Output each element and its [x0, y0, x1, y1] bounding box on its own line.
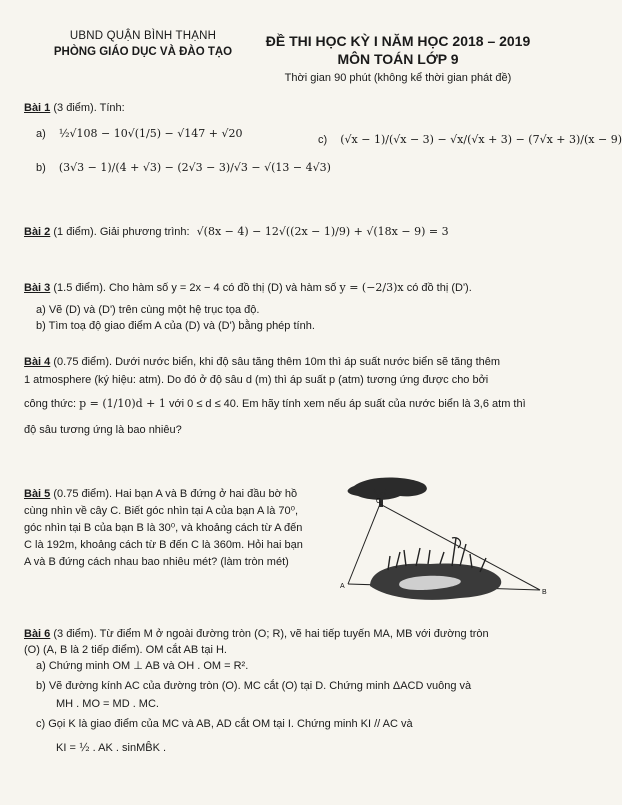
header-right — [238, 32, 558, 86]
bai3-a: a) Vẽ (D) và (D') trên cùng một hệ trục tọa độ. — [36, 304, 260, 316]
bai1-c-label: c) — [318, 134, 328, 146]
bai5-line2: cùng nhìn về cây C. Biết góc nhìn tại A của bạn A là 70⁰, — [24, 505, 299, 517]
bai4-line3-suffix: với 0 ≤ d ≤ 40. Em hãy tính xem nếu áp suất của nước biển là 3,6 atm thì — [168, 398, 526, 410]
bai4-line4: độ sâu tương ứng là bao nhiêu? — [24, 424, 182, 436]
bai1-heading — [24, 100, 125, 116]
bai6-c2 — [56, 740, 166, 756]
lake-tree-figure — [340, 478, 550, 608]
bai5-line3: góc nhìn tại B của bạn B là 30⁰, và khoảng cách từ A đến — [24, 522, 303, 534]
bai6-a: a) Chứng minh OM ⊥ AB và OH . OM = R². — [36, 660, 249, 672]
bai4-formula: p = (1/10)d + 1 — [79, 397, 166, 410]
bai2 — [24, 224, 449, 240]
header-left — [28, 28, 258, 60]
bai3-text-1: (1.5 điểm). Cho hàm số y = 2x − 4 có đồ thị (D) và hàm số — [53, 282, 337, 294]
bai3-expr: y = (−2/3)x — [339, 281, 404, 294]
bai5-line5: A và B đứng cách nhau bao nhiêu mét? (làm tròn mét) — [24, 556, 289, 568]
bai1-b-label: b) — [36, 162, 46, 174]
bai6-line1 — [24, 626, 489, 642]
bai4-line2: 1 atmosphere (ký hiệu: atm). Do đó ở độ sâu d (m) thì áp suất p (atm) tương ứng được cho bởi — [24, 374, 489, 386]
bai1-points: (3 điểm). Tính: — [53, 102, 125, 114]
bai3-heading — [24, 280, 472, 296]
bai1-b — [36, 160, 331, 176]
bai6-line2: (O) (A, B là 2 tiếp điểm). OM cắt AB tại H. — [24, 644, 227, 656]
exam-duration: Thời gian 90 phút (không kể thời gian phát đề) — [284, 72, 512, 84]
bai4-line3-prefix: công thức: — [24, 398, 77, 410]
bai6-c2-fraction: ½ — [78, 741, 90, 754]
bai6-c2-suffix: . AK . sinMB̂K . — [92, 742, 167, 754]
bai1-b-expr: (3√3 − 1)/(4 + √3) − (2√3 − 3)/√3 − √(13 − 4√3) — [58, 161, 331, 174]
bai3-text-2: có đồ thị (D'). — [406, 282, 472, 294]
bai6-b2: MH . MO = MD . MC. — [56, 698, 159, 710]
lake-icon — [370, 538, 501, 600]
bai4-line3 — [24, 396, 526, 412]
bai4-label: Bài 4 — [24, 356, 51, 368]
bai1-c-expr: (√x − 1)/(√x − 3) − √x/(√x + 3) − (7√x + 3)/(x − 9) — [340, 133, 622, 146]
subject-title: MÔN TOÁN LỚP 9 — [337, 51, 459, 67]
exam-title: ĐỀ THI HỌC KỲ I NĂM HỌC 2018 – 2019 — [265, 33, 531, 49]
bai6-c1: c) Gọi K là giao điểm của MC và AB, AD cắt OM tại I. Chứng minh KI // AC và — [36, 718, 413, 730]
bai4-text-1: (0.75 điểm). Dưới nước biển, khi độ sâu tăng thêm 10m thì áp suất nước biển sẽ tăng thêm — [53, 356, 501, 368]
bai4-line1 — [24, 354, 500, 370]
bai2-text: (1 điểm). Giải phương trình: — [53, 226, 190, 238]
bai5-text-1: (0.75 điểm). Hai bạn A và B đứng ở hai đầu bờ hồ — [53, 488, 298, 500]
bai6-b1: b) Vẽ đường kính AC của đường tròn (O). MC cắt (O) tại D. Chứng minh ΔACD vuông và — [36, 680, 472, 692]
bai6-text-1: (3 điểm). Từ điểm M ở ngoài đường tròn (O; R), vẽ hai tiếp tuyến MA, MB với đường tròn — [53, 628, 489, 640]
department-name: PHÒNG GIÁO DỤC VÀ ĐÀO TẠO — [53, 46, 233, 58]
bai3-label: Bài 3 — [24, 282, 51, 294]
tree-icon — [348, 478, 427, 508]
line-ca — [348, 504, 380, 584]
bai1-c — [318, 132, 622, 148]
bai3-b: b) Tìm toạ độ giao điểm A của (D) và (D') bằng phép tính. — [36, 320, 315, 332]
bai2-label: Bài 2 — [24, 226, 51, 238]
fig-label-a: A — [340, 583, 345, 590]
bai1-a — [36, 126, 242, 142]
bai1-a-expr: ½√108 − 10√(1/5) − √147 + √20 — [58, 127, 243, 140]
bai5-label: Bài 5 — [24, 488, 51, 500]
bai1-a-label: a) — [36, 128, 46, 140]
bai5-line1 — [24, 486, 297, 502]
bai2-expr: √(8x − 4) − 12√((2x − 1)/9) + √(18x − 9) = 3 — [196, 225, 449, 238]
district-name: UBND QUẬN BÌNH THẠNH — [69, 30, 217, 42]
bai1-label: Bài 1 — [24, 102, 51, 114]
bai6-c2-prefix: KI = — [56, 742, 76, 754]
bai5-line4: C là 192m, khoảng cách từ B đến C là 360m. Hỏi hai bạn — [24, 539, 303, 551]
bai6-label: Bài 6 — [24, 628, 51, 640]
fig-label-c: C — [376, 498, 382, 505]
fig-label-b: B — [542, 589, 547, 596]
